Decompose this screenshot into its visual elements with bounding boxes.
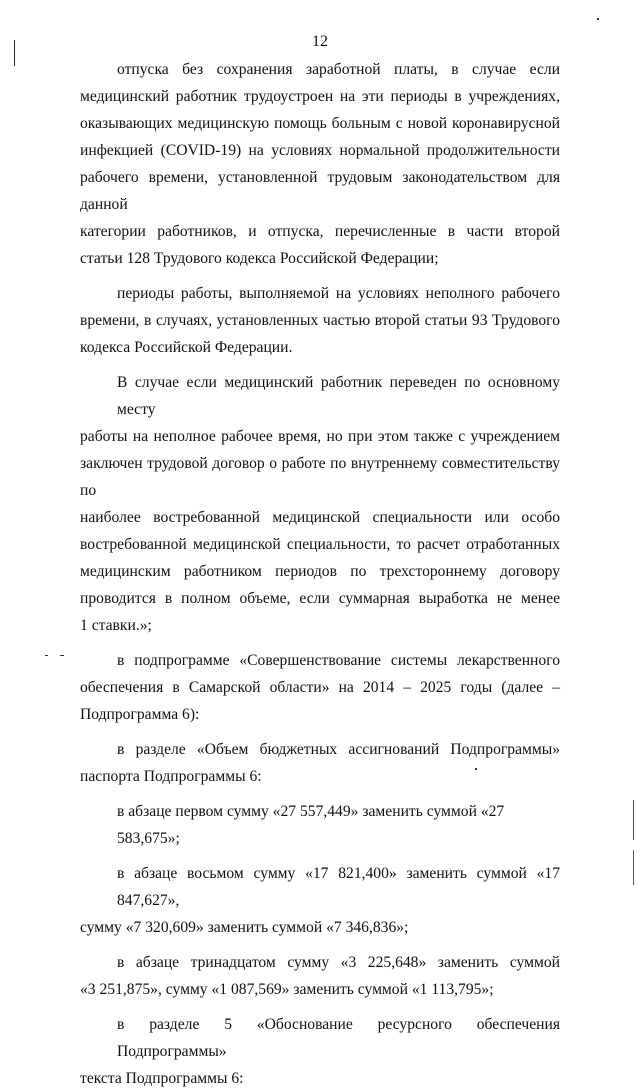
text-line: текста Подпрограммы 6:	[80, 1070, 244, 1087]
text-line: в разделе 5 «Обоснование ресурсного обеспечения Подпрограммы»	[117, 1016, 560, 1060]
text-line: В случае если медицинский работник переведен по основному месту	[117, 374, 560, 418]
text-line: отпуска без сохранения заработной платы, в случае если	[117, 61, 560, 78]
text-line: категории работников, и отпуска, перечисленные в части второй	[80, 223, 560, 240]
paragraph	[80, 949, 560, 1003]
text-line: статьи 128 Трудового кодекса Российской Федерации;	[80, 250, 439, 267]
document-body	[80, 56, 560, 1092]
text-line: сумму «7 320,609» заменить суммой «7 346,836»;	[80, 919, 409, 936]
text-line: рабочего времени, установленной трудовым законодательством для данной	[80, 169, 560, 213]
scan-speck	[45, 655, 48, 656]
text-line: в абзаце тринадцатом сумму «3 225,648» заменить суммой	[117, 954, 560, 971]
scan-speck	[597, 18, 599, 20]
scan-speck	[60, 655, 64, 656]
page-number: 12	[312, 33, 328, 50]
scan-edge-mark	[633, 800, 634, 840]
text-line: работы на неполное рабочее время, но при этом также с учреждением	[80, 428, 560, 445]
paragraph	[80, 647, 560, 728]
paragraph	[80, 736, 560, 790]
text-line: Подпрограмма 6):	[80, 706, 200, 723]
text-line: 1 ставки.»;	[80, 617, 152, 634]
text-line: обеспечения в Самарской области» на 2014 – 2025 годы (далее –	[80, 679, 560, 696]
text-line: в абзаце восьмом сумму «17 821,400» заменить суммой «17 847,627»,	[117, 865, 560, 909]
scan-edge-mark	[633, 850, 634, 885]
text-line: в абзаце первом сумму «27 557,449» заменить суммой «27 583,675»;	[117, 803, 505, 847]
paragraph	[80, 860, 560, 941]
paragraph	[80, 280, 560, 361]
text-line: медицинский работник трудоустроен на эти периоды в учреждениях,	[80, 88, 560, 105]
text-line: периоды работы, выполняемой на условиях неполного рабочего	[117, 285, 560, 302]
text-line: «3 251,875», сумму «1 087,569» заменить суммой «1 113,795»;	[80, 981, 494, 998]
text-line: в подпрограмме «Совершенствование системы лекарственного	[117, 652, 560, 669]
text-line: востребованной медицинской специальности, то расчет отработанных	[80, 536, 560, 553]
text-line: наиболее востребованной медицинской специальности или особо	[80, 509, 560, 526]
text-line: инфекцией (COVID-19) на условиях нормальной продолжительности	[80, 142, 560, 159]
text-line: времени, в случаях, установленных частью второй статьи 93 Трудового	[80, 312, 560, 329]
paragraph	[80, 798, 560, 852]
paragraph	[80, 369, 560, 639]
paragraph	[80, 1011, 560, 1092]
text-line: в разделе «Объем бюджетных ассигнований Подпрограммы»	[117, 741, 560, 758]
text-line: проводится в полном объеме, если суммарная выработка не менее	[80, 590, 560, 607]
text-line: оказывающих медицинскую помощь больным с новой коронавирусной	[80, 115, 560, 132]
paragraph	[80, 56, 560, 272]
text-line: заключен трудовой договор о работе по внутреннему совместительству по	[80, 455, 560, 499]
text-line: паспорта Подпрограммы 6:	[80, 768, 262, 785]
text-line: кодекса Российской Федерации.	[80, 339, 293, 356]
text-line: медицинским работником периодов по трехстороннему договору	[80, 563, 560, 580]
